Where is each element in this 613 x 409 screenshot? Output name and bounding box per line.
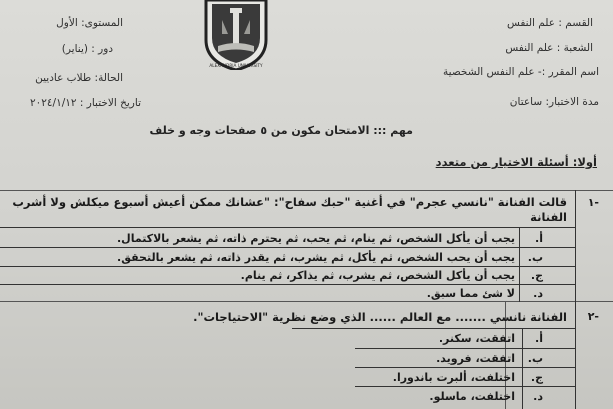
question-2-option-divider-2 <box>355 367 576 368</box>
question-2-option-d-letter: د. <box>533 390 543 403</box>
department-label: القسم : علم النفس <box>506 17 593 29</box>
division-label: الشعبة : علم النفس <box>505 42 593 54</box>
question-2-letter-divider <box>522 328 523 409</box>
question-2-option-b-text: اتفقت، فرويد. <box>436 352 515 365</box>
question-1-option-divider-3 <box>0 284 575 285</box>
question-1-option-b-letter: ب. <box>527 251 543 264</box>
section-title: أولا: أسئلة الاختيار من متعدد <box>435 155 597 169</box>
course-label: اسم المقرر :- علم النفس الشخصية <box>443 66 599 78</box>
question-1-letter-divider <box>519 227 520 302</box>
question-1-option-b-text: يجب أن يحب الشخص، ثم يأكل، ثم يشرب، ثم يقدر ذاته، ثم يشعر بالتحقق. <box>117 251 515 264</box>
question-1-number: -١ <box>587 196 599 209</box>
university-seal-text: ALEXANDRIA UNIVERSITY <box>209 63 263 68</box>
status-label: الحالة: طلاب عاديين <box>35 72 123 84</box>
question-1-option-divider-2 <box>0 266 575 267</box>
question-2-option-a-letter: أ. <box>535 332 543 345</box>
question-2-option-c-text: اختلفت، ألبرت باندورا. <box>392 371 515 384</box>
question-1-option-d-text: لا شئ مما سبق. <box>426 287 515 300</box>
question-1-option-c-letter: ج. <box>530 269 543 282</box>
question-1-text-line2: الفنانة <box>530 210 567 224</box>
question-1-stem-divider <box>0 227 575 228</box>
question-2-text: الفنانة نانسي ....... مع العالم ...... الذي وضع نظرية "الاحتياجات". <box>193 310 567 324</box>
exam-date-label: تاريخ الاختبار : ٢٠٢٤/١/١٢ <box>29 97 141 109</box>
question-1-number-divider <box>575 190 576 302</box>
question-1-option-divider-1 <box>0 247 575 248</box>
question-1-option-a-letter: أ. <box>535 232 543 245</box>
question-2-number: -٢ <box>587 310 599 323</box>
question-2-option-divider-1 <box>355 348 576 349</box>
question-1-option-a-text: يجب أن يأكل الشخص، ثم ينام، ثم يحب، ثم يحترم ذاته، ثم يشعر بالاكتمال. <box>116 232 515 245</box>
question-2-option-c-letter: ج. <box>530 371 543 384</box>
level-label: المستوى: الأول <box>56 17 123 29</box>
session-label: دور : (يناير) <box>61 43 113 55</box>
question-2-option-d-text: اختلفت، ماسلو. <box>429 390 515 403</box>
question-1-option-c-text: يجب أن يأكل الشخص، ثم يشرب، ثم يذاكر، ثم ينام. <box>240 269 515 282</box>
question-2-option-a-text: اتفقت، سكنر. <box>438 332 515 345</box>
question-2-number-divider <box>575 302 576 409</box>
duration-label: مدة الاختبار: ساعتان <box>509 96 599 108</box>
question-1-option-d-letter: د. <box>533 287 543 300</box>
question-2-stem-divider <box>292 328 576 329</box>
exam-notice: مهم ::: الامتحان مكون من ٥ صفحات وجه و خلف <box>149 124 413 137</box>
university-logo <box>200 0 272 70</box>
question-2-option-b-letter: ب. <box>527 352 543 365</box>
question-1-text: قالت الفنانة "نانسي عجرم" في أغنية "حبك سفاح": "عشانك ممكن أعيش أسبوع ميكلش ولا أشرب <box>12 195 567 209</box>
question-2-option-divider-3 <box>355 386 576 387</box>
